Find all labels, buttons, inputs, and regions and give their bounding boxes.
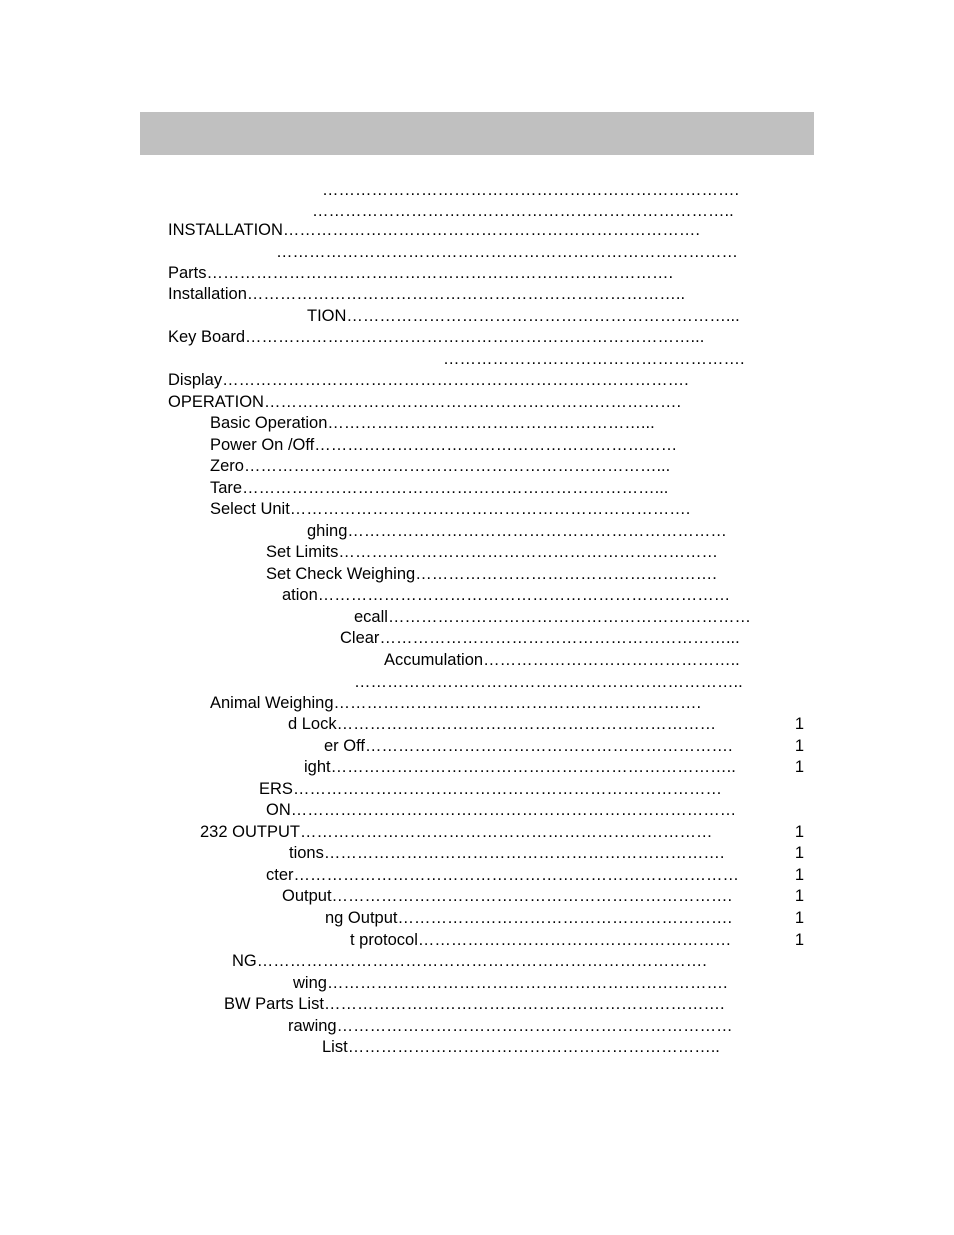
toc-entry-label: ON [266,801,291,819]
toc-entry-label: Installation [168,285,247,303]
toc-entry-label: er Off [324,737,365,755]
toc-entry-label: TION [307,307,347,325]
toc-entry-label: ight [304,758,331,776]
toc-entry [304,757,804,778]
toc-entry-label: Select Unit [210,500,290,518]
toc-entry-page: 1 [794,737,804,755]
toc-entry-leader: ………………………………………………………… [387,608,751,626]
toc-entry-leader: …………………………………………………... [327,414,655,432]
toc-entry-label: Clear [340,629,380,647]
toc-entry [289,843,804,864]
toc-entry [276,242,804,263]
toc-entry [168,284,794,305]
toc-entry-page: 1 [794,715,804,733]
toc-entry [322,1037,794,1058]
toc-entry-label: rawing [288,1017,337,1035]
toc-entry-label: Output [282,887,332,905]
toc-entry-leader: ……………………………………………………………… [336,1017,733,1035]
toc-entry [288,1016,792,1037]
toc-entry [324,736,804,757]
toc-entry-leader: ………………………………………………………………………… [276,243,738,261]
toc-entry-label: ation [282,586,318,604]
toc-entry-leader: …………………………………………………………………. [322,181,740,199]
toc-entry-label: d Lock [288,715,337,733]
toc-entry-leader: ………………………………………………. [443,350,745,368]
toc-entry-leader: …………………………………………………………………….. [246,285,686,303]
toc-entry-leader: ………………………………………………………………… [299,823,713,841]
toc-entry [307,306,799,327]
toc-entry [224,994,793,1015]
toc-entry-page: 1 [794,758,804,776]
toc-entry-label: Parts [168,264,207,282]
toc-entry-leader: ………………………………………………………………………. [256,952,707,970]
toc-entry-leader: ………………………………………………… [417,931,732,949]
toc-entry [350,930,804,951]
toc-entry-page: 1 [794,844,804,862]
toc-entry-page: 1 [794,866,804,884]
toc-entry-label: INSTALLATION [168,221,283,239]
toc-entry-label: ecall [354,608,388,626]
toc-entry [266,542,804,563]
toc-entry-leader: …………………………………………………………. [364,737,733,755]
toc-entry-label: Set Check Weighing [266,565,416,583]
toc-entry-leader: ………………………………………………………………….. [312,202,734,220]
toc-entry-leader: ……………………………………………………………………… [290,801,737,819]
toc-entry-leader: ……………………………………………………………………… [293,866,740,884]
toc-entry [210,478,804,499]
toc-entry-label: List [322,1038,348,1056]
toc-entry-label: Set Limits… [266,543,355,561]
toc-entry-leader: ………………………………………………………………. [289,500,691,518]
toc-entry [232,951,792,972]
toc-entry [210,456,804,477]
toc-entry-leader: ……………………………………………………………... [346,307,740,325]
toc-entry [282,585,794,606]
toc-entry-leader: …………………………………………………………………... [243,457,671,475]
toc-entry [168,327,800,348]
toc-entry-leader: …………………………………………………………………………. [206,264,674,282]
toc-entry-leader: …………………………………………………………………... [242,479,669,497]
toc-entry [168,263,796,284]
toc-entry-leader: …………………………………………………………………………. [222,371,689,389]
toc-entry-label: ng Output [325,909,398,927]
toc-entry [259,779,793,800]
toc-entry [443,349,805,370]
toc-entry-leader: ………………………………………………………………. [323,844,725,862]
toc-entry [354,672,796,693]
toc-entry-leader: ……………………………………….. [483,651,740,669]
toc-entry [288,714,804,735]
toc-entry-leader: ………………………………………………………… [354,543,718,561]
toc-entry [168,370,798,391]
toc-entry [354,607,794,628]
toc-entry-page: 1 [794,909,804,927]
toc-entry-label: Zero [210,457,244,475]
toc-entry-label: Key Board [168,328,246,346]
toc-entry-label: Power On /Off [210,436,315,454]
toc-entry-label: 232 OUTPUT [200,823,300,841]
toc-entry [384,650,796,671]
toc-entry-leader: ………………………………………………………… [314,436,678,454]
toc-entry [340,628,796,649]
toc-entry-label: Basic Operation [210,414,328,432]
toc-entry-label: ERS [259,780,293,798]
toc-entry-leader: ………………………………………………………….. [347,1038,720,1056]
toc-entry [168,392,796,413]
toc-entry-leader: ………………………………………………………………. [326,974,728,992]
toc-entry [168,220,790,241]
toc-entry [325,908,804,929]
toc-entry-label: NG [232,952,257,970]
toc-entry-label: Display [168,371,223,389]
toc-entry-leader: ………………………………………………………………. [331,887,733,905]
toc-entry [266,865,804,886]
toc-entry-leader: …………………………………………………………………. [282,221,701,239]
toc-entry-leader: …………………………………………………………… [336,715,717,733]
toc-entry-leader: ………………………………………………………………………... [245,328,705,346]
toc-entry [210,499,804,520]
toc-entry [282,886,804,907]
toc-entry-leader: ………………………………………………………... [379,629,740,647]
toc-entry-leader: …………………………………………………………….. [354,673,743,691]
toc-entry-leader: ………………………………………………………………. [323,995,725,1013]
toc-entry-leader: ……………………………………………………. [397,909,733,927]
toc-entry-leader: …………………………………………………………. [333,694,702,712]
toc-entry [307,521,797,542]
toc-entry [210,413,782,434]
toc-entry-leader: ………………………………………………………………… [317,586,731,604]
toc-entry-label: Animal Weighing [210,694,334,712]
toc-entry-page: 1 [794,931,804,949]
toc-entry-page: 1 [794,823,804,841]
toc-entry-label: BW Parts List [224,995,324,1013]
toc-entry [266,800,794,821]
toc-entry-page: 1 [794,887,804,905]
toc-entry [293,973,793,994]
toc-entry [200,822,804,843]
toc-entry [312,201,796,222]
toc-entry-label: Tare [210,479,243,497]
toc-entry [210,435,804,456]
toc-entry-label: t protocol [350,931,418,949]
toc-entry [266,564,804,585]
toc-entry-label: ghing [307,522,348,540]
toc-entry [210,693,790,714]
toc-entry-leader: ………………………………………………. [415,565,717,583]
toc-entry-label: cter [266,866,294,884]
toc-entry-leader: ……………………………………………………………….. [330,758,736,776]
toc-entry-label: wing [293,974,327,992]
toc-entry [322,180,794,201]
toc-entry-leader: …………………………………………………………………. [263,393,682,411]
toc-entry-label: Accumulation [384,651,484,669]
toc-entry-label: tions [289,844,324,862]
toc-entry-leader: …………………………………………………………………… [292,780,722,798]
toc-entry-leader: …………………………………………………………… [347,522,727,540]
toc-entry-label: OPERATION [168,393,264,411]
